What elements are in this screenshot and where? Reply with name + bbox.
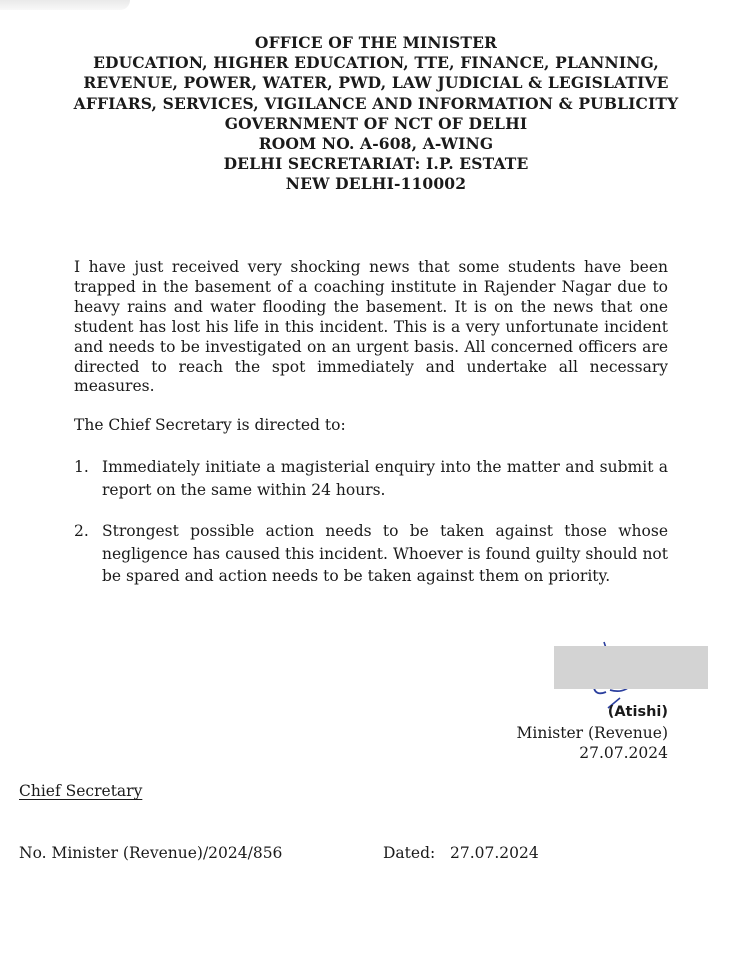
dated-label: Dated: xyxy=(383,844,436,862)
page-corner-shadow xyxy=(0,0,130,10)
signature-date: 27.07.2024 xyxy=(579,744,668,763)
redacted-signature xyxy=(554,646,708,689)
directive-list-item xyxy=(74,520,668,588)
letterhead-line-city: NEW DELHI-110002 xyxy=(285,174,467,194)
directive-text: Immediately initiate a magisterial enquiry into the matter and submit a report on the same within 24 hours. xyxy=(102,458,668,499)
letterhead-line-portfolios-1: EDUCATION, HIGHER EDUCATION, TTE, FINANCE, PLANNING, xyxy=(93,53,659,73)
directive-text: Strongest possible action needs to be taken against those whose negligence has caused this incident. Whoever is found guilty should not be spared and action needs to be taken against them on priority. xyxy=(102,522,668,585)
body-paragraph-incident: I have just received very shocking news that some students have been trapped in the basement of a coaching institute in Rajender Nagar due to heavy rains and water flooding the basement. It is on the news that one student has lost his life in this incident. This is a very unfortunate incident and needs to be investigated on an urgent basis. All concerned officers are directed to reach the spot immediately and undertake all necessary measures. xyxy=(74,258,668,396)
body-paragraph-directive-intro: The Chief Secretary is directed to: xyxy=(74,416,346,434)
letterhead-line-room: ROOM NO. A-608, A-WING xyxy=(258,134,494,154)
letterhead xyxy=(0,33,752,195)
addressee: Chief Secretary xyxy=(19,782,143,800)
signatory-designation: Minister (Revenue) xyxy=(516,723,668,742)
letterhead-line-portfolios-3: AFFIARS, SERVICES, VIGILANCE AND INFORMATION & PUBLICITY xyxy=(73,93,679,113)
signatory-name: (Atishi) xyxy=(607,704,668,720)
dated-value: 27.07.2024 xyxy=(450,844,539,862)
letterhead-line-government: GOVERNMENT OF NCT OF DELHI xyxy=(224,113,528,133)
letterhead-line-office: OFFICE OF THE MINISTER xyxy=(254,33,498,52)
letterhead-line-secretariat: DELHI SECRETARIAT: I.P. ESTATE xyxy=(223,154,529,174)
signature-block xyxy=(517,702,668,764)
letterhead-line-portfolios-2: REVENUE, POWER, WATER, PWD, LAW JUDICIAL & LEGISLATIVE xyxy=(83,73,669,93)
directive-number: 2. xyxy=(74,522,89,540)
reference-number: No. Minister (Revenue)/2024/856 xyxy=(19,844,283,862)
directive-number: 1. xyxy=(74,458,89,476)
reference-date xyxy=(383,844,539,862)
directive-list-item xyxy=(74,456,668,501)
